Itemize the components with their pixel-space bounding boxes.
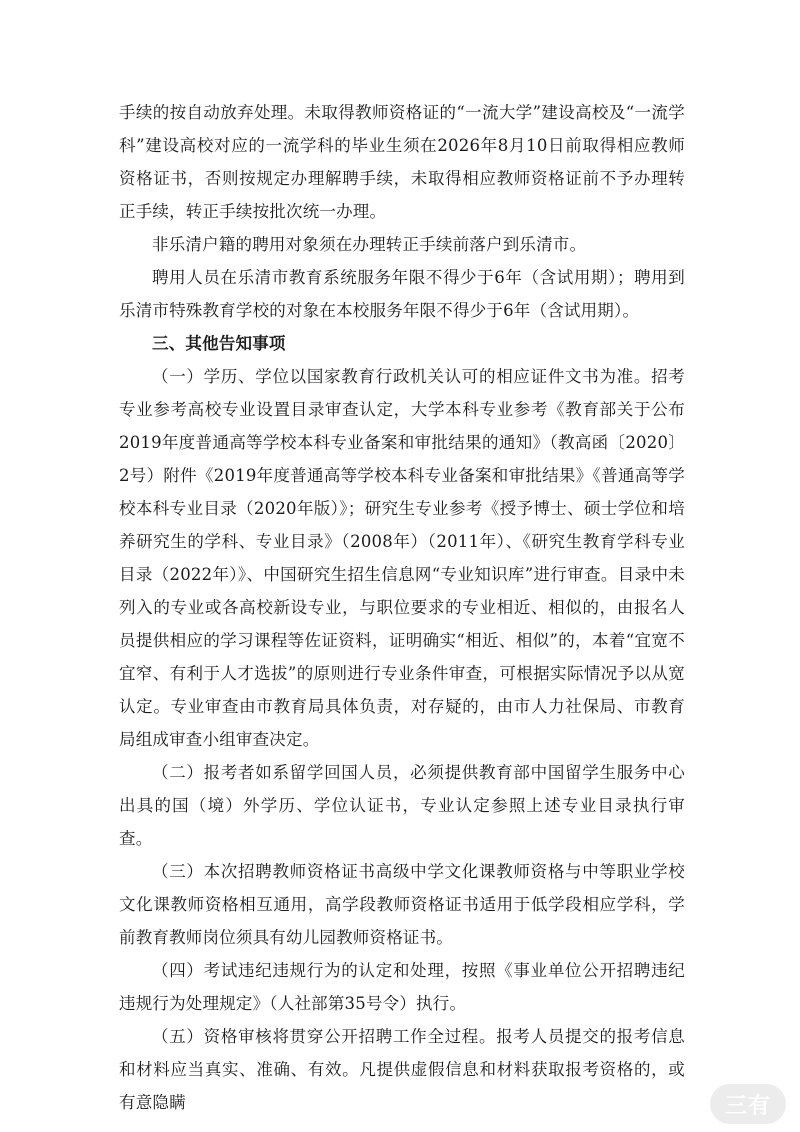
paragraph-household-registration: 非乐清户籍的聘用对象须在办理转正手续前落户到乐清市。	[152, 235, 587, 254]
paragraph-item-4: （四）考试违纪违规行为的认定和处理，按照《事业单位公开招聘违纪违规行为处理规定》（人社部第35号令）执行。	[119, 961, 685, 1013]
section-heading-other-notices: 三、其他告知事项	[152, 334, 286, 353]
paragraph-item-3: （三）本次招聘教师资格证书高级中学文化课教师资格与中等职业学校文化课教师资格相互通用，高学段教师资格证书适用于低学段相应学科，学前教育教师岗位须具有幼儿园教师资格证书。	[119, 862, 685, 947]
paragraph-continuation: 手续的按自动放弃处理。未取得教师资格证的“一流大学”建设高校及“一流学科”建设高校对应的一流学科的毕业生须在2026年8月10日前取得相应教师资格证书，否则按规定办理解聘手续，未取得相应教师资格证前不予办理转正手续，转正手续按批次统一办理。	[119, 103, 685, 221]
watermark-text: 三有	[724, 1093, 771, 1119]
paragraph-item-2: （二）报考者如系留学回国人员，必须提供教育部中国留学生服务中心出具的国（境）外学历、学位认证书，专业认定参照上述专业目录执行审查。	[119, 763, 685, 848]
paragraph-item-1: （一）学历、学位以国家教育行政机关认可的相应证件文书为准。招考专业参考高校专业设置目录审查认定，大学本科专业参考《教育部关于公布2019年度普通高等学校本科专业备案和审批结果的通知》（教高函〔2020〕2号）附件《2019年度普通高等学校本科专业备案和审批结果》《普通高等学校本科专业目录（2020年版）》；研究生专业参考《授予博士、硕士学位和培养研究生的学科、专业目录》（2008年）（2011年）、《研究生教育学科专业目录（2022年）》、中国研究生招生信息网“专业知识库”进行审查。目录中未列入的专业或各高校新设专业，与职位要求的专业相近、相似的，由报名人员提供相应的学习课程等佐证资料，证明确实“相近、相似”的，本着“宜宽不宜窄、有利于人才选拔”的原则进行专业条件审查，可根据实际情况予以从宽认定。专业审查由市教育局具体负责，对存疑的，由市人力社保局、市教育局组成审查小组审查决定。	[119, 367, 685, 749]
watermark-logo	[710, 1084, 786, 1124]
paragraph-service-years: 聘用人员在乐清市教育系统服务年限不得少于6年（含试用期）；聘用到乐清市特殊教育学校的对象在本校服务年限不得少于6年（含试用期）。	[119, 268, 685, 320]
document-body	[119, 96, 685, 1119]
paragraph-item-5: （五）资格审核将贯穿公开招聘工作全过程。报考人员提交的报考信息和材料应当真实、准确、有效。凡提供虚假信息和材料获取报考资格的，或有意隐瞒	[119, 1027, 685, 1112]
